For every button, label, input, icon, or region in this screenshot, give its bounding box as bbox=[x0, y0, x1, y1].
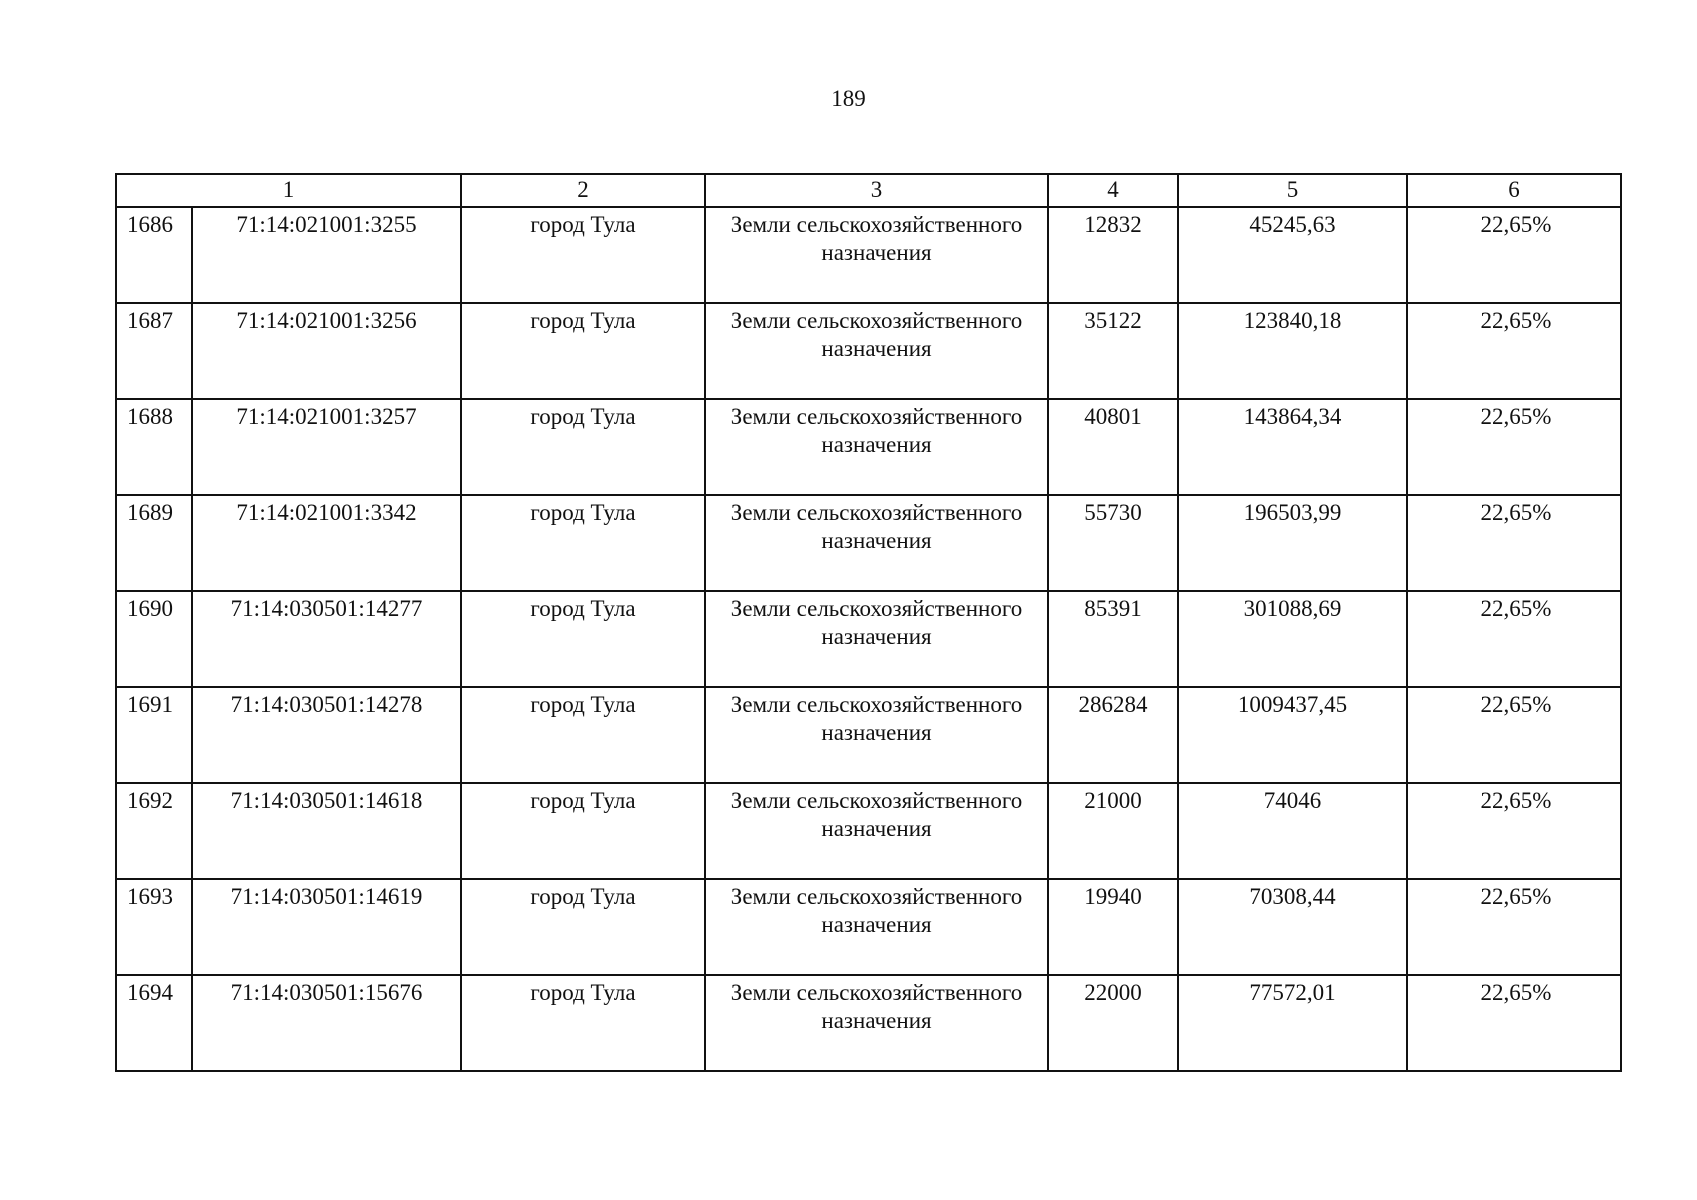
share-percent: 22,65% bbox=[1407, 495, 1621, 591]
column-header-6: 6 bbox=[1407, 174, 1621, 207]
cadastral-value: 301088,69 bbox=[1178, 591, 1407, 687]
area: 12832 bbox=[1048, 207, 1178, 303]
area: 85391 bbox=[1048, 591, 1178, 687]
land-category: Земли сельскохозяйственного назначения bbox=[705, 879, 1048, 975]
area: 55730 bbox=[1048, 495, 1178, 591]
row-number: 1693 bbox=[116, 879, 192, 975]
land-category: Земли сельскохозяйственного назначения bbox=[705, 591, 1048, 687]
locality: город Тула bbox=[461, 303, 705, 399]
area: 40801 bbox=[1048, 399, 1178, 495]
table-row bbox=[116, 783, 1621, 879]
cadastral-value: 143864,34 bbox=[1178, 399, 1407, 495]
land-category: Земли сельскохозяйственного назначения bbox=[705, 783, 1048, 879]
share-percent: 22,65% bbox=[1407, 303, 1621, 399]
column-header-4: 4 bbox=[1048, 174, 1178, 207]
locality: город Тула bbox=[461, 783, 705, 879]
column-header-1: 1 bbox=[116, 174, 461, 207]
cadastral-value: 70308,44 bbox=[1178, 879, 1407, 975]
share-percent: 22,65% bbox=[1407, 399, 1621, 495]
share-percent: 22,65% bbox=[1407, 687, 1621, 783]
table-row bbox=[116, 975, 1621, 1071]
table-row bbox=[116, 687, 1621, 783]
share-percent: 22,65% bbox=[1407, 783, 1621, 879]
row-number: 1690 bbox=[116, 591, 192, 687]
share-percent: 22,65% bbox=[1407, 207, 1621, 303]
row-number: 1692 bbox=[116, 783, 192, 879]
cadastral-number: 71:14:021001:3255 bbox=[192, 207, 461, 303]
locality: город Тула bbox=[461, 975, 705, 1071]
row-number: 1689 bbox=[116, 495, 192, 591]
cadastral-number: 71:14:030501:14278 bbox=[192, 687, 461, 783]
column-header-5: 5 bbox=[1178, 174, 1407, 207]
column-header-2: 2 bbox=[461, 174, 705, 207]
area: 21000 bbox=[1048, 783, 1178, 879]
share-percent: 22,65% bbox=[1407, 591, 1621, 687]
cadastral-value: 196503,99 bbox=[1178, 495, 1407, 591]
table-row bbox=[116, 207, 1621, 303]
area: 35122 bbox=[1048, 303, 1178, 399]
table-row bbox=[116, 495, 1621, 591]
locality: город Тула bbox=[461, 687, 705, 783]
cadastral-number: 71:14:030501:15676 bbox=[192, 975, 461, 1071]
cadastral-value: 123840,18 bbox=[1178, 303, 1407, 399]
cadastral-value: 74046 bbox=[1178, 783, 1407, 879]
cadastral-value: 45245,63 bbox=[1178, 207, 1407, 303]
cadastral-value: 1009437,45 bbox=[1178, 687, 1407, 783]
table-row bbox=[116, 591, 1621, 687]
cadastral-value: 77572,01 bbox=[1178, 975, 1407, 1071]
land-category: Земли сельскохозяйственного назначения bbox=[705, 399, 1048, 495]
table-header-row bbox=[116, 174, 1621, 207]
share-percent: 22,65% bbox=[1407, 975, 1621, 1071]
land-category: Земли сельскохозяйственного назначения bbox=[705, 975, 1048, 1071]
land-category: Земли сельскохозяйственного назначения bbox=[705, 495, 1048, 591]
land-category: Земли сельскохозяйственного назначения bbox=[705, 207, 1048, 303]
area: 22000 bbox=[1048, 975, 1178, 1071]
page-number: 189 bbox=[831, 86, 866, 111]
land-category: Земли сельскохозяйственного назначения bbox=[705, 687, 1048, 783]
land-category: Земли сельскохозяйственного назначения bbox=[705, 303, 1048, 399]
area: 286284 bbox=[1048, 687, 1178, 783]
cadastral-number: 71:14:030501:14619 bbox=[192, 879, 461, 975]
cadastral-number: 71:14:021001:3256 bbox=[192, 303, 461, 399]
table-row bbox=[116, 879, 1621, 975]
land-register-table bbox=[115, 173, 1622, 1072]
locality: город Тула bbox=[461, 399, 705, 495]
locality: город Тула bbox=[461, 591, 705, 687]
row-number: 1691 bbox=[116, 687, 192, 783]
share-percent: 22,65% bbox=[1407, 879, 1621, 975]
cadastral-number: 71:14:021001:3342 bbox=[192, 495, 461, 591]
cadastral-number: 71:14:030501:14277 bbox=[192, 591, 461, 687]
cadastral-number: 71:14:030501:14618 bbox=[192, 783, 461, 879]
row-number: 1687 bbox=[116, 303, 192, 399]
area: 19940 bbox=[1048, 879, 1178, 975]
row-number: 1688 bbox=[116, 399, 192, 495]
row-number: 1686 bbox=[116, 207, 192, 303]
locality: город Тула bbox=[461, 207, 705, 303]
column-header-3: 3 bbox=[705, 174, 1048, 207]
cadastral-number: 71:14:021001:3257 bbox=[192, 399, 461, 495]
row-number: 1694 bbox=[116, 975, 192, 1071]
locality: город Тула bbox=[461, 495, 705, 591]
locality: город Тула bbox=[461, 879, 705, 975]
table-row bbox=[116, 303, 1621, 399]
table-row bbox=[116, 399, 1621, 495]
